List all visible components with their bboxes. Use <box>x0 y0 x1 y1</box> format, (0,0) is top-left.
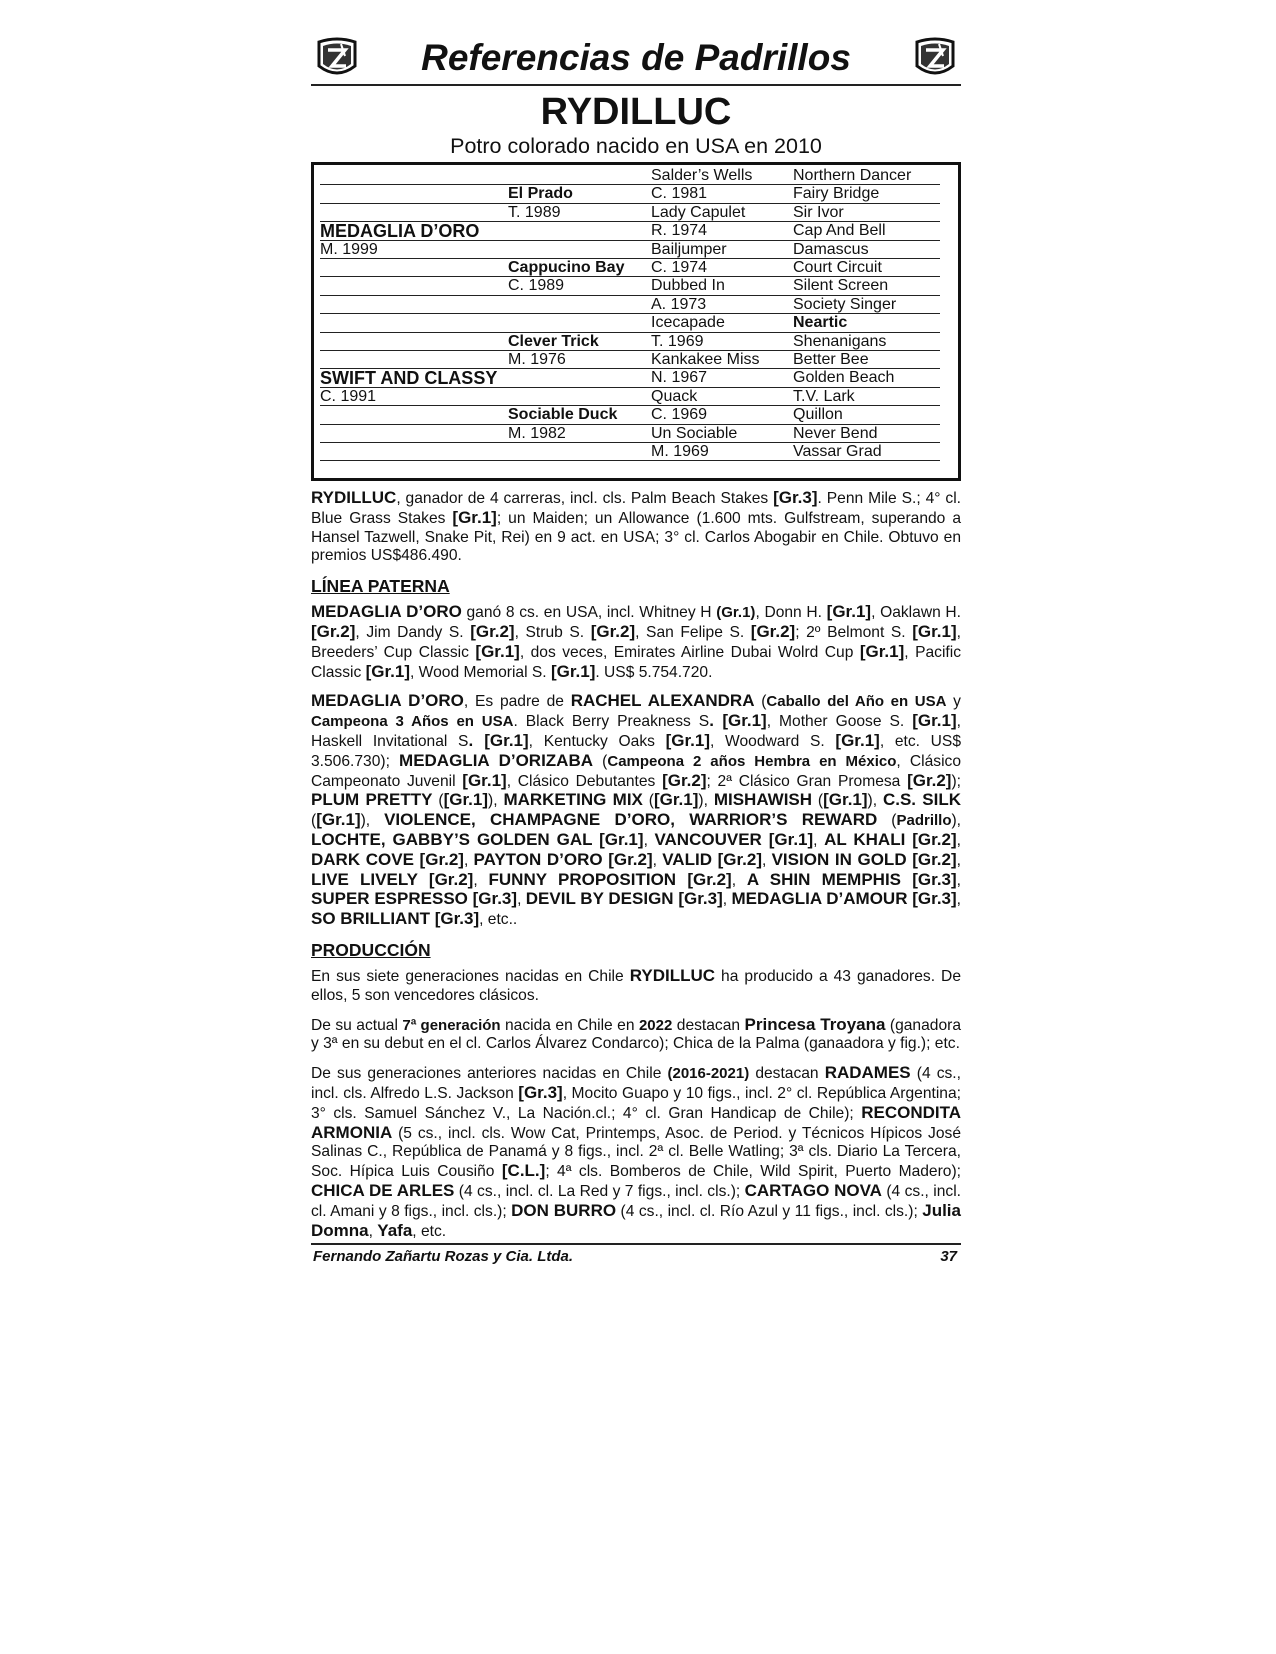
text-run: , <box>473 871 489 889</box>
bold-text: 7ª generación <box>402 1016 501 1034</box>
text-run: , <box>643 831 655 849</box>
bold-text: (Gr.1) <box>716 604 756 622</box>
pedigree-ancestor-g3: Kankakee Miss <box>651 351 760 368</box>
text-run: , dos veces, Emirates Airline Dubai Wolrd Cup <box>519 643 860 661</box>
bold-text: MEDAGLIA D’AMOUR [Gr.3] <box>731 889 957 909</box>
text-run: (5 cs., incl. cls. Wow Cat, Printemps, Asoc. de Period. y Técnicos Hípicos José Salinas C., República de Panamá y 8 figs., incl. 2ª cl. Belle Watling; 3ª cls. Diario La Tercera, Soc. Hípica Luis Cousiño <box>311 1124 961 1181</box>
document-page <box>311 34 961 1241</box>
bold-text: [Gr.1] <box>823 790 868 810</box>
pedigree-table <box>311 162 961 481</box>
text-run: , <box>731 871 747 889</box>
text-run: destacan <box>749 1065 825 1083</box>
text-run: , etc.. <box>479 911 518 929</box>
pedigree-ancestor-g3-info: A. 1973 <box>651 295 707 313</box>
intro-horse-name: RYDILLUC <box>311 488 397 507</box>
bold-text: VANCOUVER [Gr.1] <box>654 829 814 849</box>
text-run: , Mother Goose S. <box>766 713 913 731</box>
bold-text: [Gr.1] <box>443 790 489 810</box>
intro-text: . Penn Mile S.; 4° cl. Blue Grass Stakes <box>311 490 961 527</box>
horse-name: RYDILLUC <box>540 91 732 133</box>
page-header <box>311 34 961 86</box>
bold-text: MISHAWISH <box>713 790 813 810</box>
horse-subtitle: Potro colorado nacido en USA en 2010 <box>450 134 822 158</box>
text-run: ( <box>593 752 608 770</box>
text-run: De sus generaciones anteriores nacidas en Chile <box>311 1065 668 1083</box>
bold-text: C.S. SILK <box>882 790 962 810</box>
pedigree-sire: MEDAGLIA D’ORO <box>320 221 480 242</box>
bold-text: VALID [Gr.2] <box>662 849 763 869</box>
text-run: (4 cs., incl. cl. Río Azul y 11 figs., incl. cls.); <box>616 1202 923 1220</box>
bold-text: PAYTON D’ORO [Gr.2] <box>473 849 653 869</box>
text-run: ), <box>488 792 504 810</box>
intro-text: , ganador de 4 carreras, incl. cls. Palm Beach Stakes <box>396 490 774 507</box>
logo-icon <box>913 36 957 80</box>
section-heading-paterna: LÍNEA PATERNA <box>311 576 450 597</box>
text-run: ( <box>812 792 824 810</box>
text-run: , <box>956 871 961 889</box>
bold-text: [Gr.2] <box>470 621 515 641</box>
produccion-paragraph-2 <box>311 1016 961 1055</box>
pedigree-ancestor-g4: Sir Ivor <box>793 203 844 221</box>
text-run: , <box>956 891 962 909</box>
pedigree-ancestor-g4: Silent Screen <box>793 277 889 295</box>
bold-text: [Gr.1] <box>912 711 957 731</box>
pedigree-sire-info: M. 1999 <box>320 240 378 258</box>
pedigree-ancestor-g3: Salder’s Wells <box>651 167 753 184</box>
text-run: En sus siete generaciones nacidas en Chile <box>311 967 630 985</box>
pedigree-ancestor-g3-info: C. 1974 <box>651 259 708 276</box>
header-title: Referencias de Padrillos <box>421 37 851 78</box>
bold-text: MEDAGLIA D’ORO <box>311 691 464 711</box>
text-run: , Woodward S. <box>710 732 836 750</box>
text-run: , Haskell Invitational S <box>311 713 961 750</box>
pedigree-ancestor-g4: Quillon <box>793 406 843 424</box>
bold-text: A SHIN MEMPHIS [Gr.3] <box>746 869 957 889</box>
pedigree-ancestor-g3: Quack <box>651 387 698 405</box>
bold-text: [Gr.2] <box>590 621 636 641</box>
grade-label: [Gr.1] <box>452 507 497 527</box>
pedigree-ancestor-g4: Shenanigans <box>793 332 887 350</box>
text-run: ha producido a 43 ganadores. De ellos, 5 son vencedores clásicos. <box>311 967 961 1004</box>
bold-text: [Gr.1] <box>550 661 596 681</box>
text-run: (4 cs., incl. cl. La Red y 7 figs., incl. cls.); <box>454 1182 745 1200</box>
pedigree-ancestor-g3: Icecapade <box>651 314 725 332</box>
text-run: , <box>722 891 732 909</box>
text-run: (4 cs., incl. cl. Amani y 8 figs., incl. cls.); <box>311 1182 962 1220</box>
bold-text: [Gr.2] <box>907 770 952 790</box>
bold-text: DARK COVE [Gr.2] <box>311 849 464 869</box>
bold-text: Campeona 3 Años en USA <box>311 713 514 731</box>
bold-text: RACHEL ALEXANDRA <box>570 691 755 711</box>
pedigree-ancestor-g2-info: T. 1989 <box>508 203 561 221</box>
pedigree-ancestor-g4: Cap And Bell <box>793 222 886 240</box>
text-run: , Wood Memorial S. <box>410 663 551 681</box>
pedigree-ancestor-g3: Dubbed In <box>651 277 725 295</box>
pedigree-ancestor-g2: Clever Trick <box>508 332 599 350</box>
text-run: ; 2º Belmont S. <box>795 623 913 641</box>
text-run: , Strub S. <box>514 623 591 641</box>
produccion-paragraph-1 <box>311 967 961 1006</box>
pedigree-ancestor-g4: Northern Dancer <box>793 167 912 184</box>
pedigree-ancestor-g3: Lady Capulet <box>651 203 746 221</box>
bold-text: SO BRILLIANT [Gr.3] <box>311 909 480 929</box>
pedigree-ancestor-g3-info: C. 1981 <box>651 185 708 203</box>
text-run: . Black Berry Preakness S <box>513 713 710 731</box>
text-run: , <box>463 851 474 869</box>
text-run: De su actual <box>311 1016 403 1034</box>
bold-text: RYDILLUC <box>629 965 716 985</box>
bold-text: (2016-2021) <box>667 1065 750 1083</box>
intro-paragraph <box>311 489 961 566</box>
pedigree-ancestor-g2: Cappucino Bay <box>508 259 625 276</box>
text-run: ); <box>951 772 961 790</box>
paterna-paragraph-1 <box>311 603 961 682</box>
bold-text: [Gr.3] <box>518 1082 563 1102</box>
pedigree-ancestor-g3: Bailjumper <box>651 240 727 258</box>
bold-text: Yafa <box>377 1220 413 1240</box>
text-run: ( <box>754 693 767 711</box>
bold-text: CHICA DE ARLES <box>311 1180 455 1200</box>
bold-text: VIOLENCE, CHAMPAGNE D’ORO, WARRIOR’S REWARD <box>384 810 878 830</box>
pedigree-ancestor-g4: Neartic <box>793 314 848 332</box>
bold-text: LOCHTE, GABBY’S GOLDEN GAL [Gr.1] <box>311 829 644 849</box>
text-run: , Jim Dandy S. <box>355 623 471 641</box>
text-run: ; 2ª Clásico Gran Promesa <box>706 772 908 790</box>
pedigree-ancestor-g3: Un Sociable <box>651 424 738 442</box>
pedigree-ancestor-g3-info: N. 1967 <box>651 369 708 387</box>
bold-text: PLUM PRETTY <box>311 790 433 810</box>
text-run: ; 4ª cls. Bomberos de Chile, Wild Spirit, Puerto Madero); <box>545 1163 961 1181</box>
pedigree-ancestor-g4: Society Singer <box>793 295 897 313</box>
page-number: 37 <box>940 1248 957 1265</box>
text-run: , etc. <box>412 1222 447 1240</box>
pedigree-ancestor-g4: T.V. Lark <box>793 387 855 405</box>
text-run: ( <box>877 812 897 830</box>
bold-text: [Gr.2] <box>750 621 796 641</box>
bold-text: RECONDITA ARMONIA <box>311 1102 961 1142</box>
bold-text: LIVE LIVELY [Gr.2] <box>311 869 474 889</box>
pedigree-ancestor-g3-info: M. 1969 <box>651 443 709 460</box>
bold-text: DEVIL BY DESIGN [Gr.3] <box>525 889 723 909</box>
pedigree-ancestor-g2: El Prado <box>508 185 573 203</box>
bold-text: Caballo del Año en USA <box>766 693 947 711</box>
text-run: , <box>956 831 961 849</box>
text-run: , <box>368 1222 378 1240</box>
text-run: , etc. US$ 3.506.730); <box>311 732 961 770</box>
text-run: nacida en Chile en <box>500 1016 639 1034</box>
bold-text: [Gr.2] <box>662 770 707 790</box>
pedigree-dam: SWIFT AND CLASSY <box>320 368 498 389</box>
text-run: (ganadora y 3ª en su debut en el cl. Carlos Álvarez Condarco); Chica de la Palma (ganaadora y fig.); etc. <box>311 1016 961 1053</box>
text-run: , <box>517 891 526 909</box>
pedigree-ancestor-g2-info: M. 1982 <box>508 424 566 442</box>
text-run: ), <box>360 812 385 830</box>
bold-text: [Gr.1] <box>665 730 711 750</box>
bold-text: [Gr.2] <box>311 621 356 641</box>
bold-text: [Gr.1] <box>859 641 905 661</box>
bold-text: [Gr.1] <box>462 770 507 790</box>
bold-text: [Gr.1] <box>475 641 520 661</box>
bold-text: . [Gr.1] <box>709 711 767 731</box>
text-run: ), <box>951 812 962 830</box>
bold-text: 2022 <box>638 1016 673 1034</box>
text-run: , Mocito Guapo y 10 figs., incl. 2° cl. República Argentina; 3° cls. Samuel Sánchez V., La Nación.cl.; 4° cl. Gran Handicap de Chile); <box>311 1084 961 1122</box>
bold-text: . [Gr.1] <box>468 730 529 750</box>
bold-text: MEDAGLIA D’ORIZABA <box>399 750 594 770</box>
text-run: , Oaklawn H. <box>871 604 962 622</box>
produccion-paragraph-3 <box>311 1064 961 1241</box>
bold-text: FUNNY PROPOSITION [Gr.2] <box>488 869 732 889</box>
text-run: , <box>652 851 663 869</box>
pedigree-ancestor-g4: Vassar Grad <box>793 443 882 460</box>
bold-text: MARKETING MIX <box>503 790 643 810</box>
publisher-name: Fernando Zañartu Rozas y Cia. Ltda. <box>313 1248 574 1265</box>
bold-text: SUPER ESPRESSO [Gr.3] <box>311 889 518 909</box>
text-run: , Breeders’ Cup Classic <box>311 623 961 661</box>
pedigree-ancestor-g2: Sociable Duck <box>508 406 618 424</box>
section-heading-produccion: PRODUCCIÓN <box>311 939 431 960</box>
bold-text: MEDAGLIA D’ORO <box>311 602 462 622</box>
text-run: ), <box>867 792 883 810</box>
text-run: ganó 8 cs. en USA, incl. Whitney H <box>461 604 717 622</box>
page-footer <box>311 1243 961 1265</box>
text-run: ( <box>642 792 654 810</box>
text-run: ( <box>311 812 317 830</box>
bold-text: Campeona 2 años Hembra en México <box>607 752 897 770</box>
bold-text: VISION IN GOLD [Gr.2] <box>771 849 957 869</box>
bold-text: [Gr.1] <box>835 730 880 750</box>
pedigree-ancestor-g4: Never Bend <box>793 424 878 442</box>
text-run: ( <box>432 792 444 810</box>
text-run: , San Felipe S. <box>635 623 751 641</box>
pedigree-ancestor-g3-info: C. 1969 <box>651 406 708 424</box>
bold-text: AL KHALI [Gr.2] <box>824 829 957 849</box>
pedigree-ancestor-g4: Better Bee <box>793 351 869 368</box>
bold-text: [Gr.1] <box>316 810 361 830</box>
text-run: , Kentucky Oaks <box>528 732 666 750</box>
bold-text: RADAMES <box>824 1063 911 1083</box>
pedigree-ancestor-g2-info: C. 1989 <box>508 277 565 295</box>
text-run: (4 cs., incl. cls. Alfredo L.S. Jackson <box>311 1065 961 1102</box>
bold-text: Julia Domna <box>311 1200 961 1240</box>
text-run: ), <box>698 792 714 810</box>
bold-text: [C.L.] <box>501 1161 546 1181</box>
pedigree-ancestor-g4: Damascus <box>793 240 869 258</box>
bold-text: Princesa Troyana <box>744 1014 886 1034</box>
text-run: , Donn H. <box>755 604 827 622</box>
intro-text: ; un Maiden; un Allowance (1.600 mts. Gulfstream, superando a Hansel Tazwell, Snake Pit, Rei) en 9 act. en USA; 3° cl. Carlos Abogabir en Chile. Obtuvo en premios US$486.490. <box>311 509 961 565</box>
text-run: , Pacific Classic <box>311 643 962 681</box>
bold-text: [Gr.1] <box>653 790 699 810</box>
text-run: , <box>762 851 772 869</box>
bold-text: [Gr.1] <box>826 602 872 622</box>
pedigree-ancestor-g4: Golden Beach <box>793 369 895 387</box>
text-run: , Clásico Campeonato Juvenil <box>311 752 962 790</box>
bold-text: [Gr.1] <box>365 661 410 681</box>
pedigree-ancestor-g4: Court Circuit <box>793 259 882 276</box>
pedigree-ancestor-g4: Fairy Bridge <box>793 185 880 203</box>
pedigree-ancestor-g3-info: R. 1974 <box>651 222 708 240</box>
bold-text: CARTAGO NOVA <box>744 1180 882 1200</box>
pedigree-ancestor-g2-info: M. 1976 <box>508 351 566 368</box>
text-run: y <box>946 693 961 711</box>
grade-label: [Gr.3] <box>773 488 818 507</box>
text-run: . US$ 5.754.720. <box>595 663 713 681</box>
text-run: destacan <box>672 1016 745 1034</box>
text-run: , <box>813 831 825 849</box>
pedigree-dam-info: C. 1991 <box>320 387 377 405</box>
text-run: , Es padre de <box>463 693 571 711</box>
bold-text: [Gr.1] <box>912 621 957 641</box>
text-run: , Clásico Debutantes <box>506 772 663 790</box>
paterna-paragraph-2 <box>311 692 961 930</box>
pedigree-ancestor-g3-info: T. 1969 <box>651 332 704 350</box>
bold-text: Padrillo <box>896 812 952 830</box>
bold-text: DON BURRO <box>511 1200 617 1220</box>
text-run: , <box>956 851 961 869</box>
